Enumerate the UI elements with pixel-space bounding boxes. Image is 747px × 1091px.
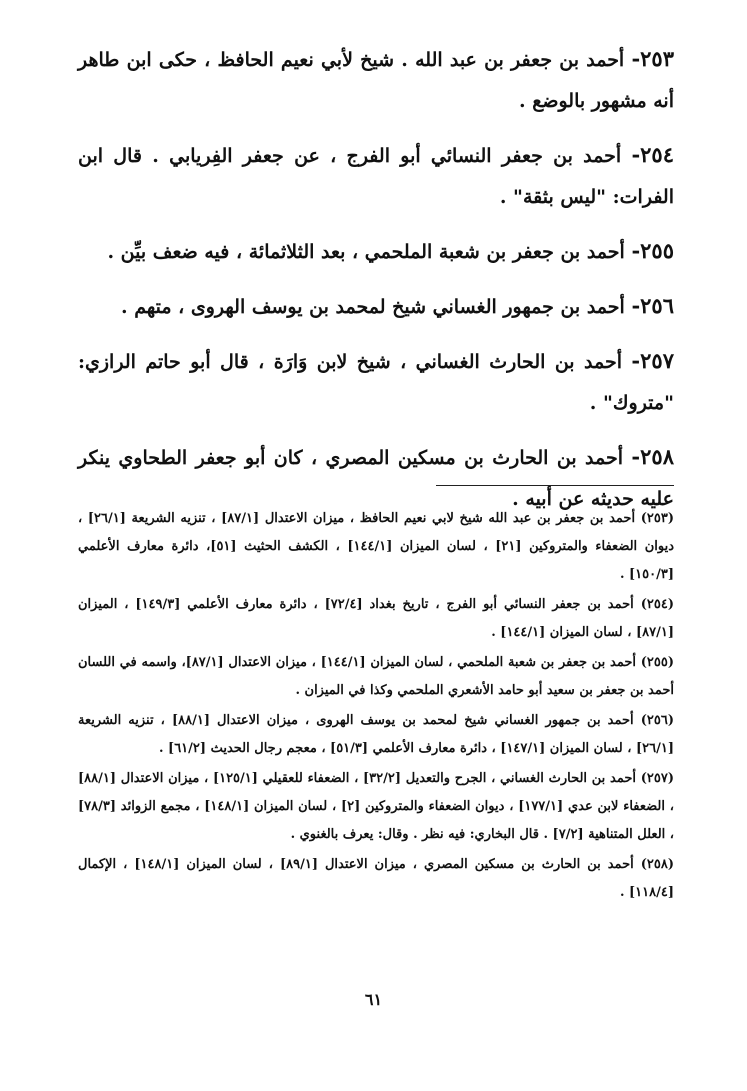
- footnote-257: [78, 765, 674, 849]
- footnote-number: (٢٥٤): [640, 597, 674, 612]
- entry-253: [78, 38, 674, 122]
- entry-255: [78, 230, 674, 273]
- footnote-text: أحمد بن جعفر بن شعبة الملحمي ، لسان الميزان [١٤٤/١] ، ميزان الاعتدال [٨٧/١]، واسمه في اللسان أحمد بن جعفر بن سعيد أبو حامد الأشعري الملحمي وكذا في الميزان .: [78, 655, 674, 698]
- page-number: ٦١: [364, 990, 383, 1009]
- footnote-number: (٢٥٨): [640, 857, 675, 872]
- entry-number: ٢٥٤-: [631, 142, 674, 167]
- entry-257: [78, 340, 674, 424]
- entry-text: أحمد بن جمهور الغساني شيخ لمحمد بن يوسف الهروى ، متهم .: [120, 296, 625, 318]
- entry-text: أحمد بن جعفر بن شعبة الملحمي ، بعد الثلاثمائة ، فيه ضعف بيِّن .: [107, 241, 625, 263]
- entry-number: ٢٥٥-: [631, 238, 674, 263]
- footnote-text: أحمد بن جعفر النسائي أبو الفرج ، تاريخ بغداد [٧٢/٤] ، دائرة معارف الأعلمي [١٤٩/٣] ، الميزان [٨٧/١] ، لسان الميزان [١٤٤/١] .: [78, 597, 674, 640]
- entry-254: [78, 134, 674, 218]
- footnote-text: أحمد بن الحارث الغساني ، الجرح والتعديل [٣٢/٢] ، الضعفاء للعقيلي [١٢٥/١] ، ميزان الاعتدال [٨٨/١] ، الضعفاء لابن عدي [١٧٧/١] ، ديوان الضعفاء والمتروكين [٢] ، لسان الميزان [١٤٨/١] ، مجمع الزوائد [٧٨/٣] ، العلل المتناهية [٧/٢] . قال البخاري: فيه نظر . وقال: يعرف بالغنوي .: [78, 771, 674, 842]
- footnote-number: (٢٥٦): [640, 713, 674, 728]
- footnote-number: (٢٥٥): [640, 655, 674, 670]
- entry-text: أحمد بن جعفر بن عبد الله . شيخ لأبي نعيم الحافظ ، حكى ابن طاهر أنه مشهور بالوضع .: [78, 49, 674, 112]
- entry-text: أحمد بن الحارث الغساني ، شيخ لابن وَارَة ، قال أبو حاتم الرازي: "متروك" .: [78, 351, 674, 414]
- footnote-text: أحمد بن جمهور الغساني شيخ لمحمد بن يوسف الهروى ، ميزان الاعتدال [٨٨/١] ، تنزيه الشريعة [٢٦/١] ، لسان الميزان [١٤٧/١] ، دائرة معارف الأعلمي [٥١/٣] ، معجم رجال الحديث [٦١/٢] .: [78, 713, 674, 756]
- entries-list: [78, 38, 674, 532]
- footnote-text: أحمد بن جعفر بن عبد الله شيخ لابي نعيم الحافظ ، ميزان الاعتدال [٨٧/١] ، تنزيه الشريعة [٢٦/١] ، ديوان الضعفاء والمتروكين [٢١] ، لسان الميزان [١٤٤/١] ، الكشف الحثيث [٥١]، دائرة معارف الأعلمي [١٥٠/٣] .: [78, 511, 675, 582]
- footnote-number: (٢٥٣): [640, 511, 674, 526]
- footnote-number: (٢٥٧): [640, 771, 674, 786]
- entry-text: أحمد بن الحارث بن مسكين المصري ، كان أبو جعفر الطحاوي ينكر عليه حديثه عن أبيه .: [78, 447, 674, 510]
- entry-number: ٢٥٨-: [631, 444, 674, 469]
- entry-number: ٢٥٧-: [631, 348, 674, 373]
- footnote-text: أحمد بن الحارث بن مسكين المصري ، ميزان الاعتدال [٨٩/١] ، لسان الميزان [١٤٨/١] ، الإكمال [١١٨/٤] .: [78, 857, 674, 900]
- entry-number: ٢٥٣-: [631, 46, 674, 71]
- entry-256: [78, 285, 674, 328]
- footnote-256: [78, 707, 674, 763]
- footnote-258: [78, 851, 674, 907]
- entry-number: ٢٥٦-: [631, 293, 674, 318]
- footnote-253: [78, 505, 674, 589]
- footnotes-list: [78, 505, 674, 909]
- footnote-254: [78, 591, 674, 647]
- entry-text: أحمد بن جعفر النسائي أبو الفرج ، عن جعفر الفِريابي . قال ابن الفرات: "ليس بثقة" .: [78, 145, 674, 208]
- footnote-divider: [436, 485, 674, 486]
- footnote-255: [78, 649, 674, 705]
